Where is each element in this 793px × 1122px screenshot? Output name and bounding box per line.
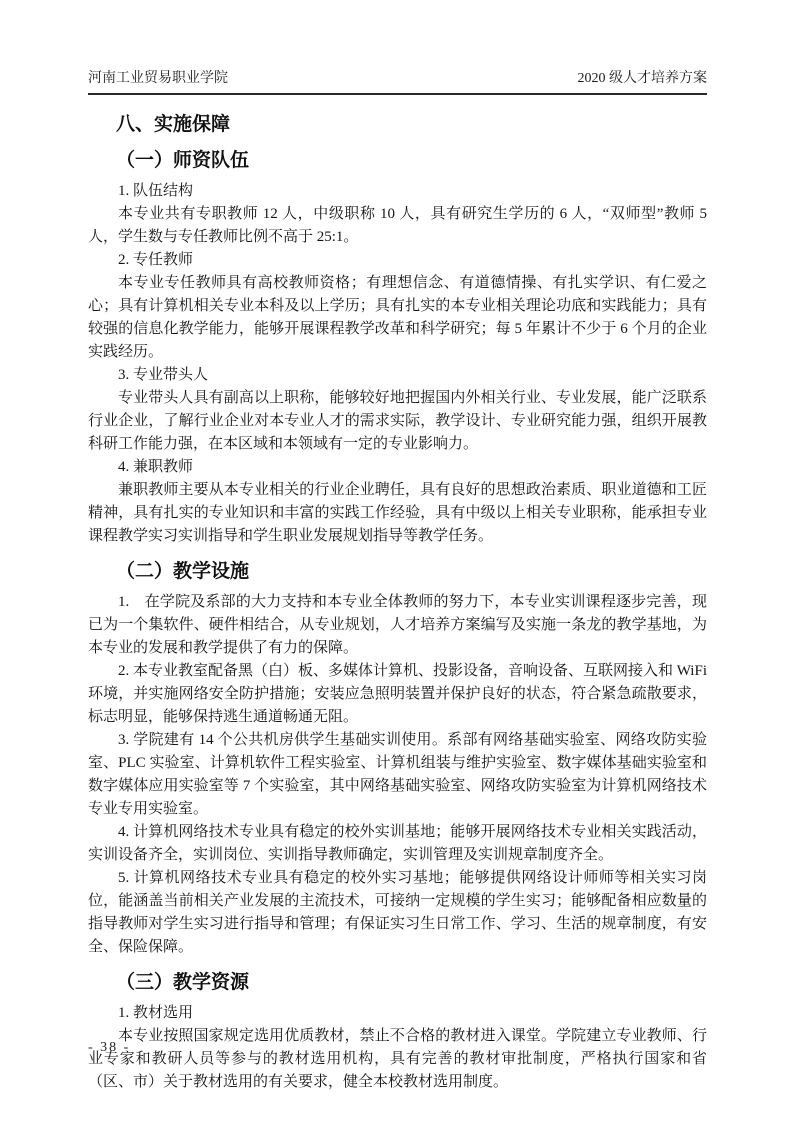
paragraph: 专业带头人具有副高以上职称，能够较好地把握国内外相关行业、专业发展，能广泛联系行业企业，了解行业企业对本专业人才的需求实际，教学设计、专业研究能力强，组织开展教科研工作能力强，在本区域和本领域有一定的专业影响力。	[88, 390, 707, 452]
paragraph: 兼职教师主要从本专业相关的行业企业聘任，具有良好的思想政治素质、职业道德和工匠精神，具有扎实的专业知识和丰富的实践工作经验，具有中级以上相关专业职称，能承担专业课程教学实习实训指导和学生职业发展规划指导等教学任务。	[88, 482, 707, 544]
main-title: 八、实施保障	[116, 114, 231, 135]
header-school-name: 河南工业贸易职业学院	[88, 71, 228, 86]
section-heading-facilities: （二）教学设施	[116, 561, 250, 582]
paragraph: 1. 在学院及系部的大力支持和本专业全体教师的努力下，本专业实训课程逐步完善，现已为一个集软件、硬件相结合，从专业规划，人才培养方案编写及实施一条龙的教学基地，为本专业的发展和教学提供了有力的保障。	[88, 594, 707, 656]
paragraph: 3. 学院建有 14 个公共机房供学生基础实训使用。系部有网络基础实验室、网络攻防实验室、PLC 实验室、计算机软件工程实验室、计算机组装与维护实验室、数字媒体基础实验室和数字媒体应用实验室等 7 个实验室，其中网络基础实验室、网络攻防实验室为计算机网络技术专业专用实验室。	[88, 732, 707, 817]
subsection-heading: 3. 专业带头人	[118, 367, 209, 383]
subsection-heading: 4. 兼职教师	[118, 459, 194, 475]
page-number: - 38 -	[88, 1040, 131, 1055]
subsection-heading: 1. 队伍结构	[118, 183, 194, 199]
document-body	[88, 113, 707, 1094]
paragraph: 本专业共有专职教师 12 人，中级职称 10 人，具有研究生学历的 6 人，“双师型”教师 5 人，学生数与专任教师比例不高于 25:1。	[88, 206, 707, 245]
paragraph: 5. 计算机网络技术专业具有稳定的校外实习基地；能够提供网络设计师师等相关实习岗位，能涵盖当前相关产业发展的主流技术，可接纳一定规模的学生实习；能够配备相应数量的指导教师对学生实习进行指导和管理；有保证实习生日常工作、学习、生活的规章制度，有安全、保险保障。	[88, 870, 707, 955]
section-heading-resources: （三）教学资源	[116, 972, 250, 993]
page-header	[88, 70, 707, 95]
paragraph: 本专业专任教师具有高校教师资格；有理想信念、有道德情操、有扎实学识、有仁爱之心；具有计算机相关专业本科及以上学历；具有扎实的本专业相关理论功底和实践能力；具有较强的信息化教学能力，能够开展课程教学改革和科学研究；每 5 年累计不少于 6 个月的企业实践经历。	[88, 275, 707, 360]
subsection-heading: 2. 专任教师	[118, 252, 194, 268]
section-heading-teachers: （一）师资队伍	[116, 150, 250, 171]
subsection-heading: 1. 教材选用	[118, 1005, 194, 1021]
paragraph: 4. 计算机网络技术专业具有稳定的校外实训基地；能够开展网络技术专业相关实践活动，实训设备齐全，实训岗位、实训指导教师确定，实训管理及实训规章制度齐全。	[88, 824, 707, 863]
page-footer	[88, 1040, 130, 1056]
paragraph: 本专业按照国家规定选用优质教材，禁止不合格的教材进入课堂。学院建立专业教师、行业专家和教研人员等参与的教材选用机构，具有完善的教材审批制度，严格执行国家和省（区、市）关于教材选用的有关要求，健全本校教材选用制度。	[88, 1028, 707, 1090]
paragraph: 2. 本专业教室配备黑（白）板、多媒体计算机、投影设备，音响设备、互联网接入和 WiFi 环境，并实施网络安全防护措施；安装应急照明装置并保护良好的状态，符合紧急疏散要求，标志明显，能够保持逃生通道畅通无阻。	[88, 663, 707, 725]
header-doc-title: 2020 级人才培养方案	[577, 71, 707, 86]
